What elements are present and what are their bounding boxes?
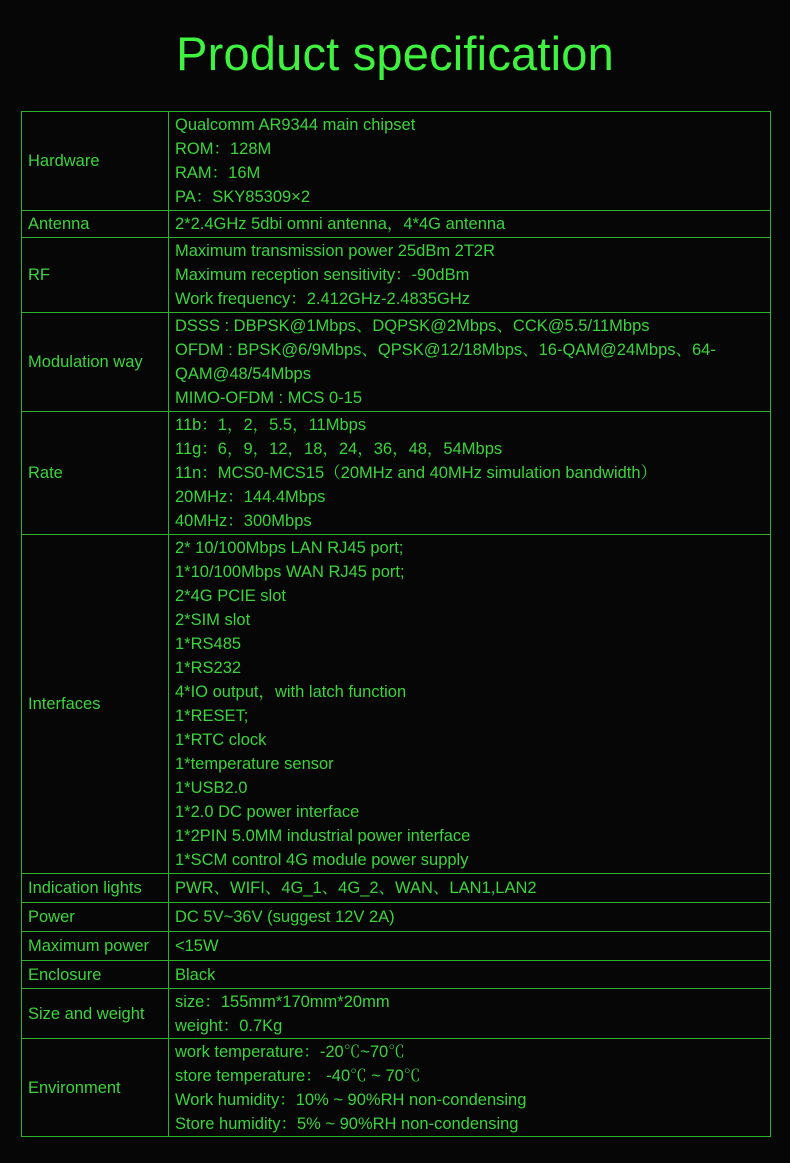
spec-line: 11b：1，2，5.5，11Mbps (175, 416, 367, 434)
spec-line: 2*SIM slot (175, 611, 251, 629)
spec-row-environment (22, 1039, 771, 1137)
spec-label-cell (22, 989, 169, 1039)
spec-row-modulation-way (22, 313, 771, 412)
spec-line: 4*IO output，with latch function (175, 683, 407, 701)
spec-row-enclosure (22, 961, 771, 989)
spec-label: Rate (28, 464, 63, 482)
spec-label-cell (22, 313, 169, 412)
spec-label-cell (22, 535, 169, 874)
spec-value-cell (169, 112, 771, 211)
spec-row-maximum-power (22, 932, 771, 961)
spec-line: Qualcomm AR9344 main chipset (175, 116, 416, 134)
spec-line: MIMO-OFDM : MCS 0-15 (175, 389, 363, 407)
spec-line: 2*4G PCIE slot (175, 587, 286, 605)
spec-table (21, 111, 771, 1137)
spec-value-cell (169, 535, 771, 874)
spec-line: 11n：MCS0-MCS15（20MHz and 40MHz simulation bandwidth） (175, 464, 658, 482)
spec-label-cell (22, 211, 169, 238)
spec-row-rate (22, 412, 771, 535)
spec-line: 1*2PIN 5.0MM industrial power interface (175, 827, 471, 845)
spec-row-antenna (22, 211, 771, 238)
spec-label: Power (28, 908, 75, 926)
spec-row-size-and-weight (22, 989, 771, 1039)
spec-line: work temperature：-20℃~70℃ (175, 1042, 405, 1061)
spec-label-cell (22, 1039, 169, 1137)
spec-line: Maximum transmission power 25dBm 2T2R (175, 242, 496, 260)
spec-row-power (22, 903, 771, 932)
spec-line: PA：SKY85309×2 (175, 188, 310, 206)
spec-label: Enclosure (28, 965, 102, 984)
spec-value-cell (169, 412, 771, 535)
spec-value-cell (169, 874, 771, 903)
spec-value-cell (169, 961, 771, 989)
spec-label: RF (28, 266, 50, 284)
spec-label-cell (22, 961, 169, 989)
spec-row-hardware (22, 112, 771, 211)
spec-label-cell (22, 874, 169, 903)
spec-row-interfaces (22, 535, 771, 874)
spec-line: DC 5V~36V (suggest 12V 2A) (175, 908, 395, 926)
spec-value-cell (169, 238, 771, 313)
spec-label-cell (22, 238, 169, 313)
spec-line: Store humidity：5% ~ 90%RH non-condensing (175, 1114, 519, 1133)
spec-line: size：155mm*170mm*20mm (175, 992, 390, 1011)
spec-line: 1*RS232 (175, 659, 242, 677)
spec-label: Size and weight (28, 1004, 145, 1023)
spec-line: Maximum reception sensitivity：-90dBm (175, 266, 470, 284)
spec-line: 1*temperature sensor (175, 755, 334, 773)
spec-line: 1*USB2.0 (175, 779, 248, 797)
spec-value-cell (169, 1039, 771, 1137)
spec-line: 40MHz：300Mbps (175, 512, 312, 530)
spec-line: DSSS : DBPSK@1Mbps、DQPSK@2Mbps、CCK@5.5/11Mbps (175, 317, 650, 335)
spec-label-cell (22, 412, 169, 535)
spec-line: 1*10/100Mbps WAN RJ45 port; (175, 563, 405, 581)
spec-value-cell (169, 211, 771, 238)
spec-line: OFDM : BPSK@6/9Mbps、QPSK@12/18Mbps、16-QAM@24Mbps、64-QAM@48/54Mbps (175, 341, 716, 383)
spec-value-cell (169, 932, 771, 961)
spec-label: Interfaces (28, 695, 101, 713)
spec-label-cell (22, 112, 169, 211)
spec-label-cell (22, 903, 169, 932)
spec-line: 1*RS485 (175, 635, 242, 653)
spec-line: 11g：6，9，12，18，24，36，48，54Mbps (175, 440, 503, 458)
spec-value-cell (169, 989, 771, 1039)
spec-line: Work frequency：2.412GHz-2.4835GHz (175, 290, 470, 308)
spec-label-cell (22, 932, 169, 961)
spec-line: store temperature： -40℃ ~ 70℃ (175, 1066, 421, 1085)
spec-line: 2* 10/100Mbps LAN RJ45 port; (175, 539, 404, 557)
page-title: Product specification (176, 27, 614, 80)
spec-label: Antenna (28, 215, 90, 233)
spec-line: PWR、WIFI、4G_1、4G_2、WAN、LAN1,LAN2 (175, 879, 537, 897)
spec-line: 20MHz：144.4Mbps (175, 488, 326, 506)
spec-line: 1*RESET; (175, 707, 249, 725)
spec-line: Black (175, 965, 216, 984)
spec-line: <15W (175, 937, 219, 955)
spec-value-cell (169, 313, 771, 412)
spec-label: Hardware (28, 152, 100, 170)
spec-label: Modulation way (28, 353, 143, 371)
spec-line: 1*RTC clock (175, 731, 267, 749)
spec-line: 1*2.0 DC power interface (175, 803, 360, 821)
spec-label: Maximum power (28, 937, 150, 955)
spec-label: Environment (28, 1078, 121, 1097)
spec-line: ROM：128M (175, 140, 272, 158)
spec-line: weight：0.7Kg (175, 1016, 283, 1035)
spec-line: 2*2.4GHz 5dbi omni antenna，4*4G antenna (175, 215, 506, 233)
spec-label: Indication lights (28, 879, 142, 897)
spec-line: Work humidity：10% ~ 90%RH non-condensing (175, 1090, 527, 1109)
spec-line: 1*SCM control 4G module power supply (175, 851, 469, 869)
spec-row-indication-lights (22, 874, 771, 903)
spec-line: RAM：16M (175, 164, 261, 182)
spec-row-rf (22, 238, 771, 313)
spec-value-cell (169, 903, 771, 932)
